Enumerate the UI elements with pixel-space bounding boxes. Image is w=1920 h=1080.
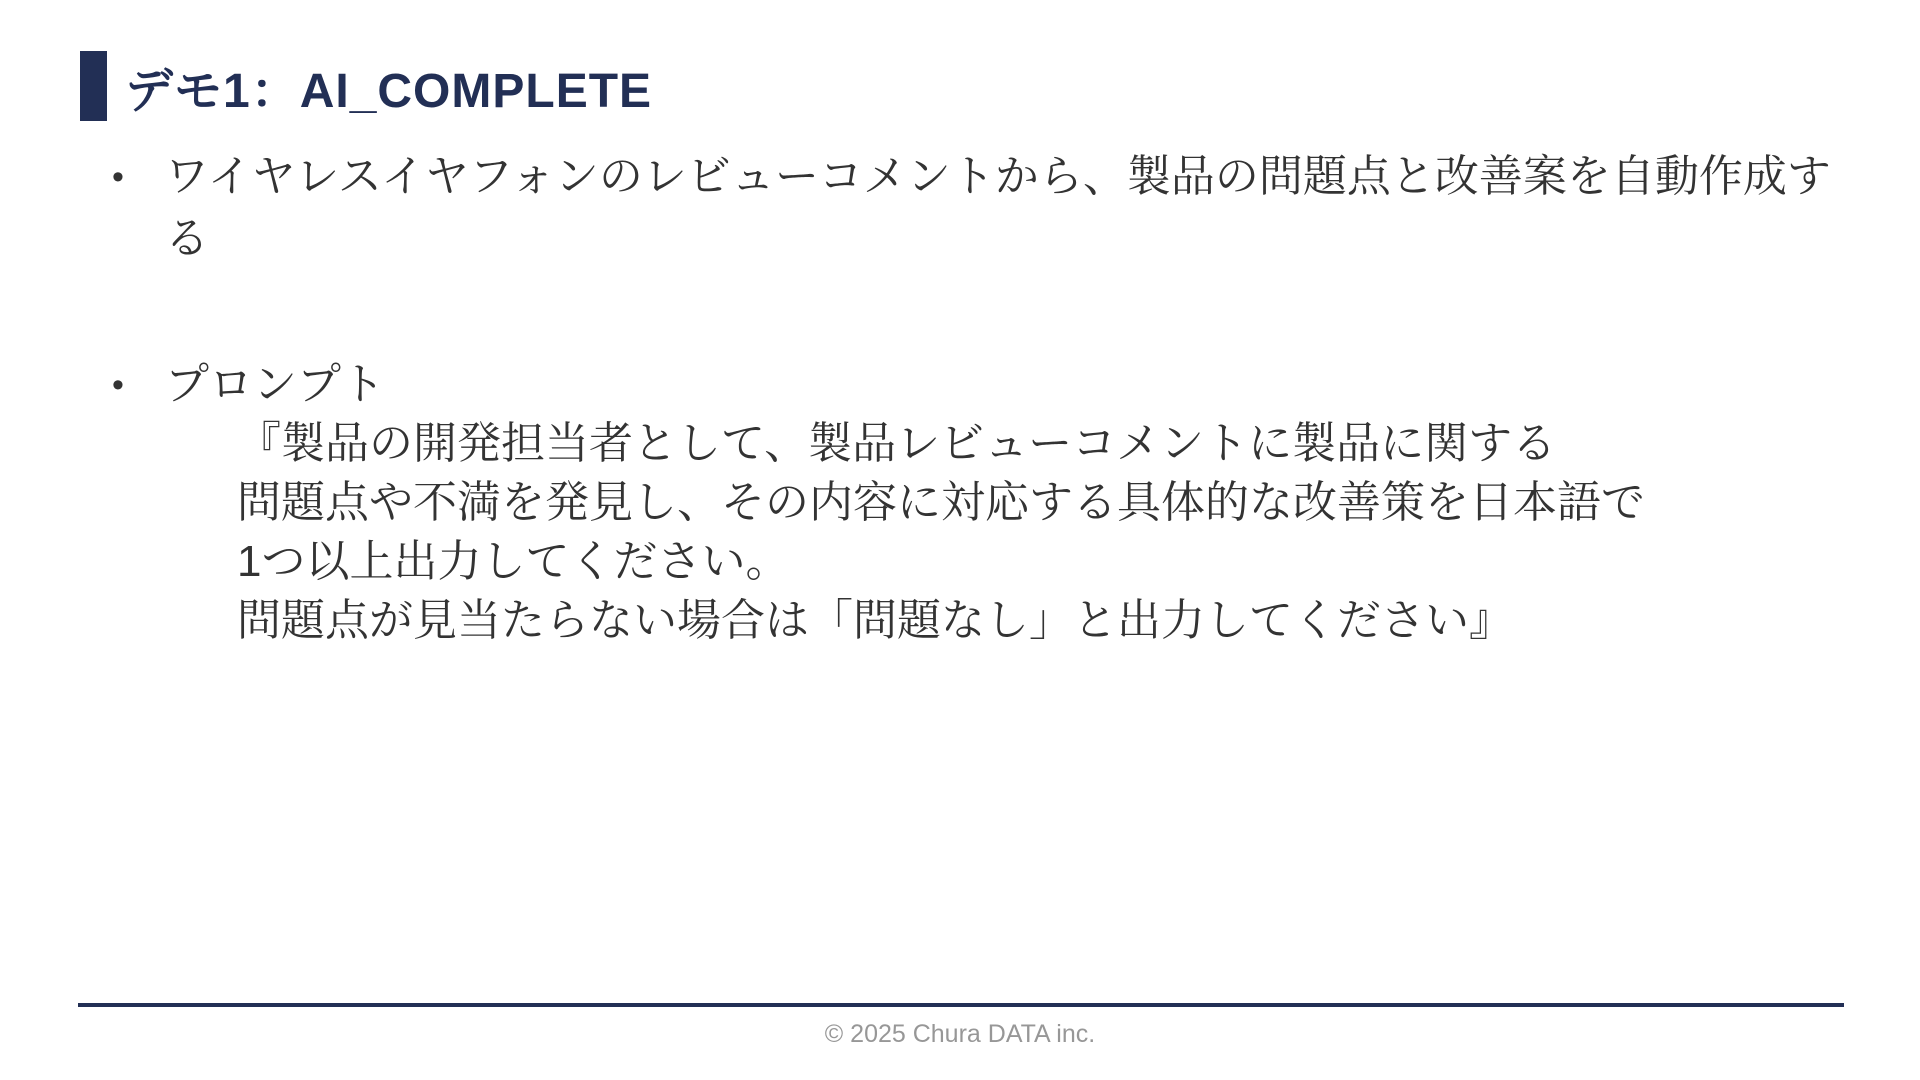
slide-header	[80, 50, 652, 122]
bullet-item-overview	[112, 146, 1831, 270]
bullet-marker: •	[112, 366, 124, 404]
prompt-line: 1つ以上出力してください。	[237, 537, 790, 586]
bullet-line: プロンプト	[165, 360, 385, 409]
bullet-text-prompt	[165, 354, 385, 416]
prompt-line: 問題点が見当たらない場合は「問題なし」と出力してください』	[237, 596, 1513, 645]
bullet-line: る	[165, 214, 209, 263]
prompt-quote-block	[237, 414, 1645, 650]
bullet-item-prompt	[112, 354, 385, 416]
bullet-text-overview	[165, 146, 1831, 270]
bullet-marker: •	[112, 158, 124, 196]
copyright-text: © 2025 Chura DATA inc.	[824, 1020, 1096, 1048]
prompt-line: 『製品の開発担当者として、製品レビューコメントに製品に関する	[237, 419, 1557, 468]
prompt-line: 問題点や不満を発見し、その内容に対応する具体的な改善策を日本語で	[237, 478, 1645, 527]
bullet-line: ワイヤレスイヤフォンのレビューコメントから、製品の問題点と改善案を自動作成す	[165, 152, 1831, 201]
title-accent-bar	[80, 51, 107, 121]
slide-title: デモ1：AI_COMPLETE	[125, 64, 653, 118]
footer-divider-line	[78, 1003, 1844, 1007]
